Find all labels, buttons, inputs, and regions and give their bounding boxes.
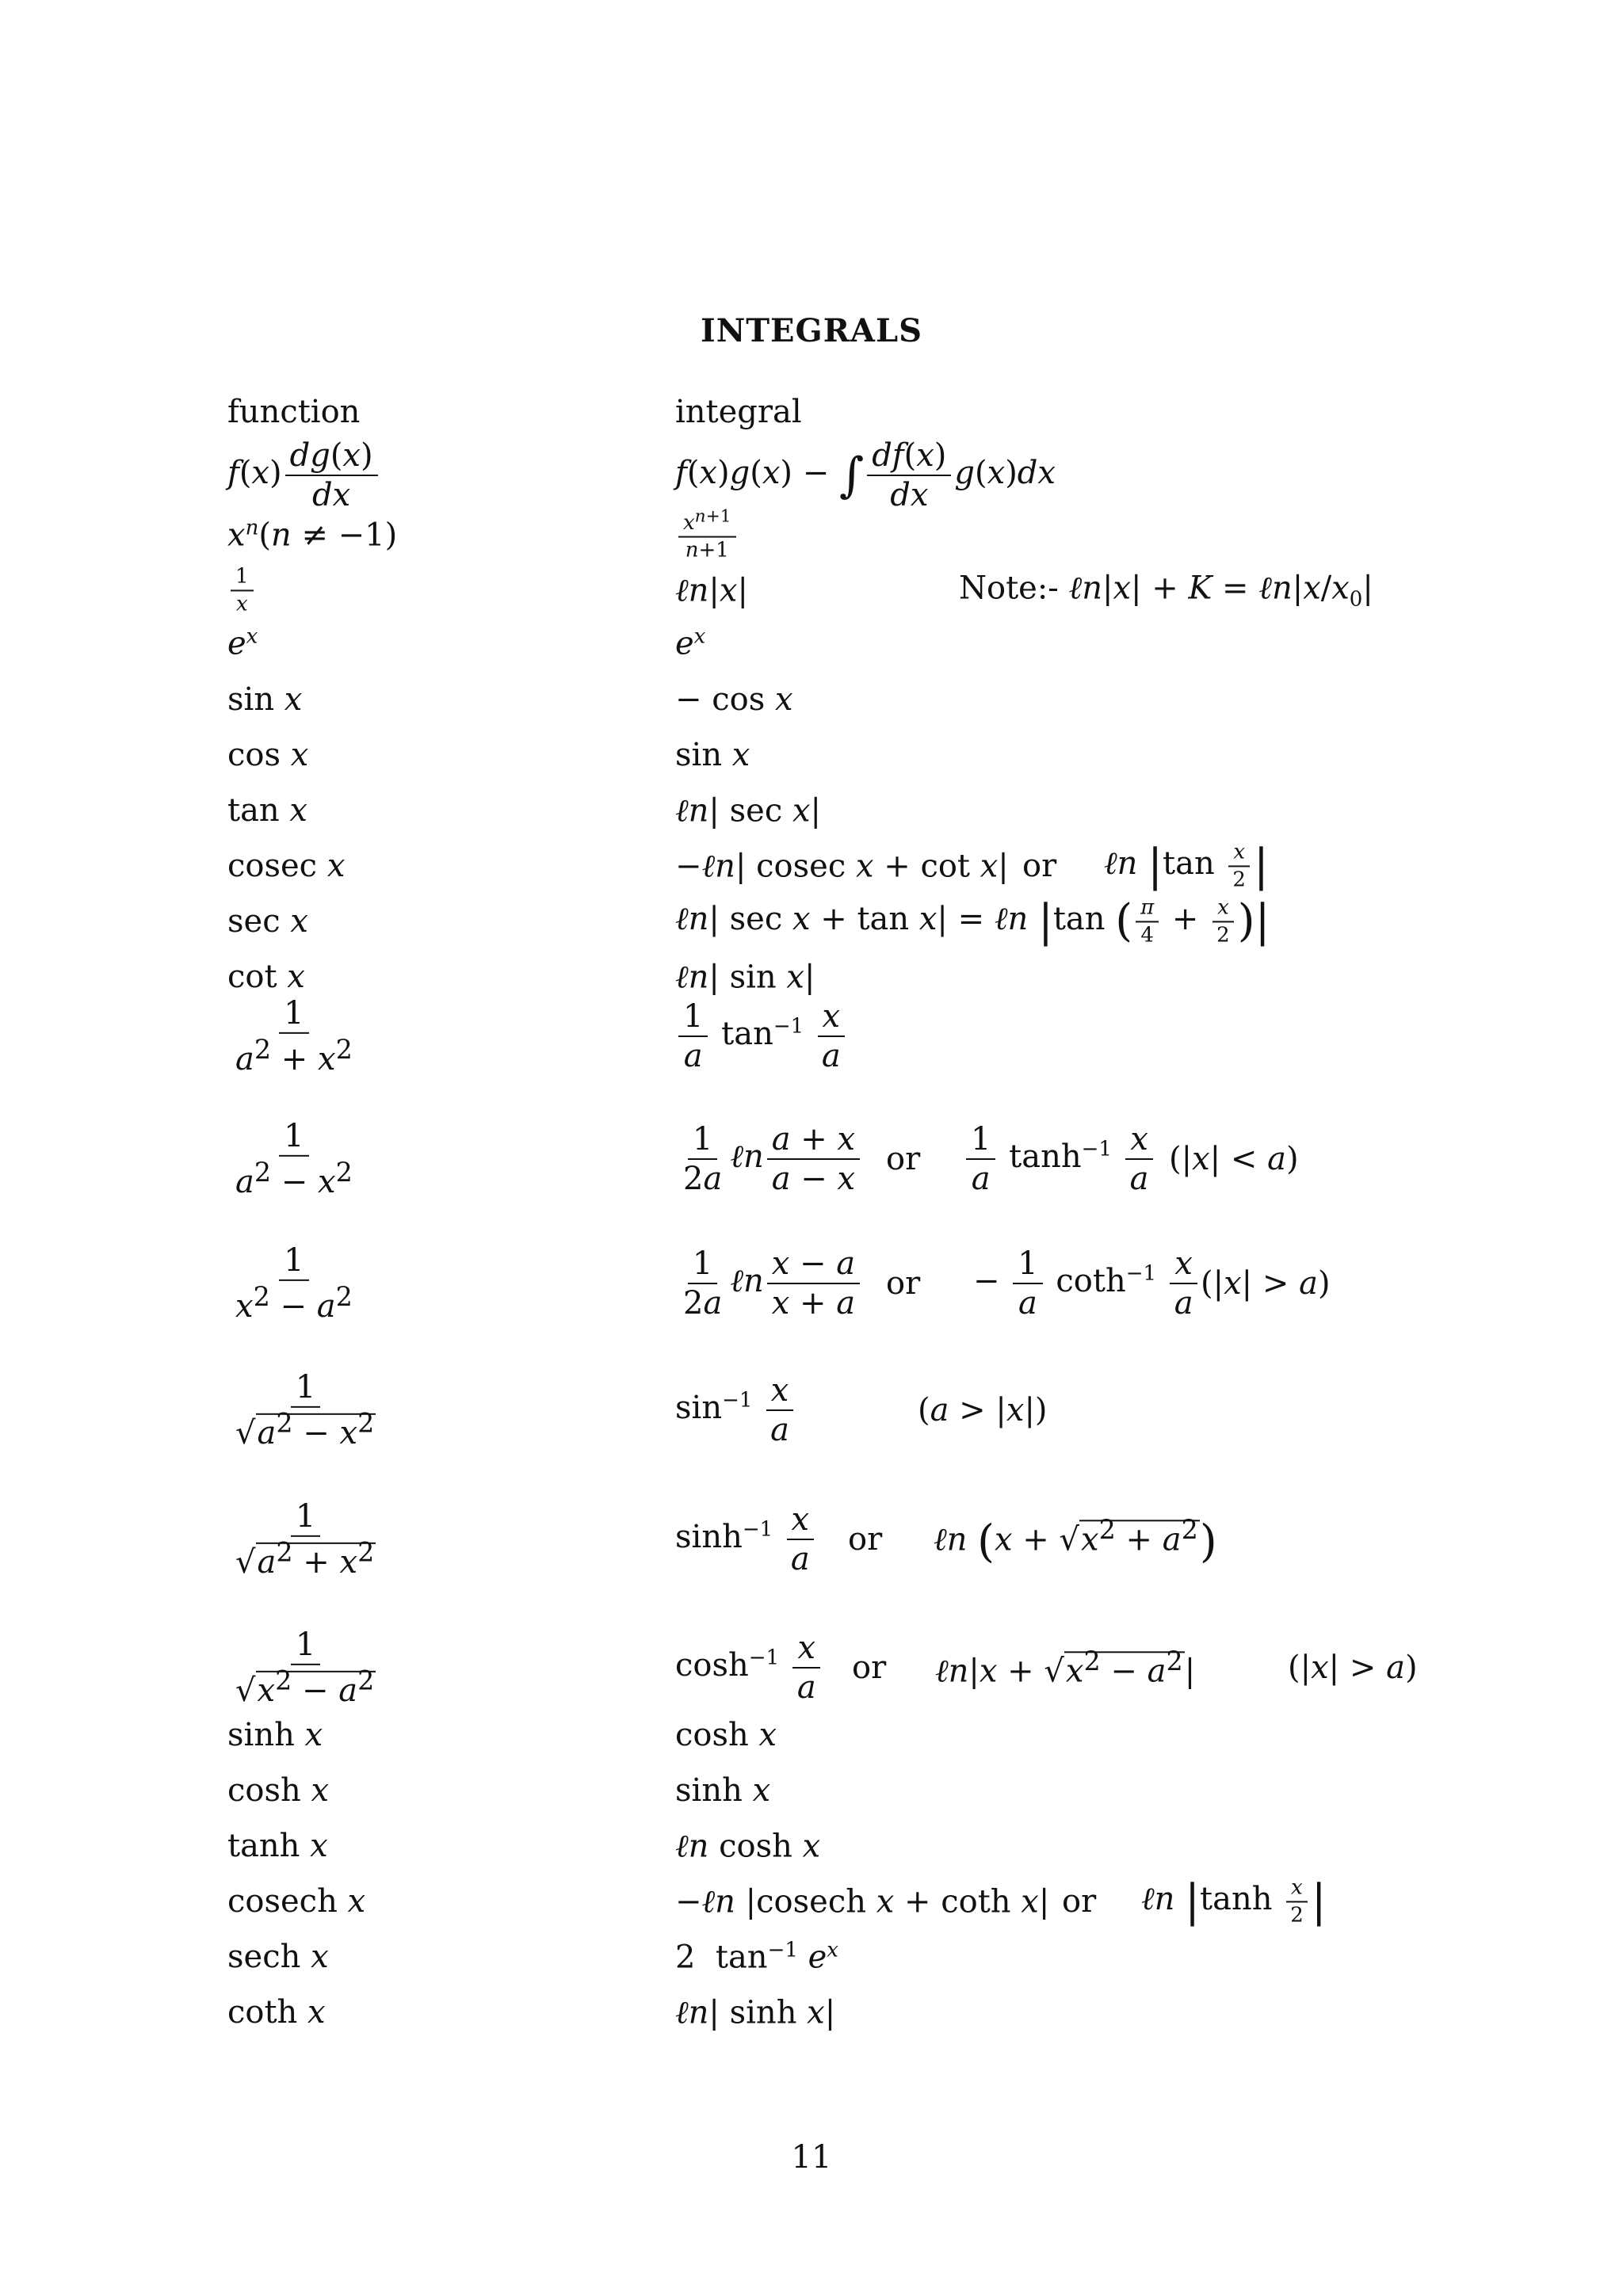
condition-text: (|x| > a) [1201,1265,1331,1302]
function-cell: $e^x$ [227,624,258,662]
integral-cell: ℓn| sec x + tan x| = ℓn |tan ( $\frac{\pi}{4}$ + $\frac{x}{2}$ )| [675,895,1270,947]
function-cell: $\frac{1}{a^2 - x^2}$ [235,1117,353,1201]
alternative-integral: ℓn |tanh $\frac{x}{2}$ | [1141,1875,1327,1927]
or-label: or [1062,1883,1097,1920]
table-row [0,1938,1623,1976]
condition-text: (a > |x|) [918,1392,1048,1428]
integral-cell: $\frac{x^{n+1}}{n+1}$ [675,508,739,563]
integral-cell: $\frac{1}{a}$ $\tan^{-1}$ $\frac{x}{a}$ [675,999,849,1074]
integral-cell: $\sin^{-1}$ $\frac{x}{a}$ [675,1373,797,1447]
function-cell: cosech x [227,1883,366,1920]
table-row [0,437,1623,513]
table-row [0,994,1623,1078]
or-label: or [1022,848,1057,884]
table-row [0,1772,1623,1809]
function-cell: $x^n(n \ne -1)$ [227,516,398,554]
integral-cell: ℓn| sinh x| [675,1994,836,2031]
function-cell: tanh x [227,1828,328,1864]
table-row [0,681,1623,718]
function-cell: sinh x [227,1717,323,1753]
table-row [0,1241,1623,1325]
table-row [0,1717,1623,1753]
integral-cell: ℓn|x| [675,572,748,609]
function-cell: cot x [227,959,305,995]
page-title: INTEGRALS [701,312,922,349]
table-row [0,737,1623,773]
function-cell: f(x) $\frac{dg(x)}{dx}$ [227,438,381,513]
table-row [0,792,1623,830]
alternative-integral: $\frac{1}{a}$ $\tanh^{-1}$ $\frac{x}{a}$ [963,1122,1157,1196]
function-cell: $\frac{1}{x^2 - a^2}$ [235,1241,353,1325]
table-row [0,624,1623,662]
note-text: Note:- ℓn|x| + $K = \ell n|x/x_0|$ [959,570,1373,612]
table-row [0,1117,1623,1201]
integral-cell: ℓn| sin x| [675,959,815,996]
table-row [0,1626,1623,1710]
integral-cell: f(x)g(x) − ∫ $\frac{df(x)}{dx}$ g(x)dx [675,437,1056,513]
table-row [0,564,1623,616]
page-number: 11 [791,2139,832,2176]
or-label: or [886,1265,921,1302]
or-label: or [886,1141,921,1177]
integral-cell: $\cosh^{-1}$ $\frac{x}{a}$ [675,1630,824,1705]
integral-cell: cosh x [675,1717,777,1753]
function-cell: $\frac{1}{√a^2 + x^2}$ [235,1497,375,1581]
function-cell: sin x [227,681,303,718]
function-cell: $\frac{1}{√x^2 - a^2}$ [235,1626,375,1710]
function-cell: cos x [227,737,309,773]
table-row [0,895,1623,947]
integral-cell: ℓn cosh x [675,1828,821,1865]
alternative-integral: − $\frac{1}{a}$ coth$^{-1}$ $\frac{x}{a}$ [973,1246,1201,1321]
integral-cell: − cos x [675,681,793,718]
function-cell: cosh x [227,1772,330,1809]
function-cell: $\frac{1}{a^2 + x^2}$ [235,994,353,1078]
or-label: or [848,1521,883,1558]
table-header [0,394,1623,430]
table-row [0,506,1623,563]
table-row [0,1875,1623,1927]
integral-cell: $\frac{1}{2a}$ ℓn $\frac{x - a}{x + a}$ [675,1246,863,1321]
function-cell: coth x [227,1994,326,2031]
or-label: or [852,1650,887,1686]
table-row [0,1497,1623,1581]
table-row [0,1994,1623,2031]
function-cell: $\frac{1}{√a^2 - x^2}$ [235,1368,375,1452]
integral-cell: $\frac{1}{2a}$ ℓn $\frac{a + x}{a - x}$ [675,1122,863,1196]
integral-cell: sinh x [675,1772,771,1809]
integral-cell: −ℓn |cosech x + coth x| [675,1883,1050,1920]
integral-cell: −ℓn| cosec x + cot x| [675,848,1009,885]
condition-text: (|x| > a) [1288,1650,1418,1686]
table-row [0,840,1623,891]
function-cell: sec x [227,903,308,940]
function-column-header: function [227,394,361,430]
function-cell: sech x [227,1939,329,1975]
function-cell: cosec x [227,848,346,884]
integral-cell: 2 $\tan^{-1} e^x$ [675,1938,838,1976]
function-cell: tan x [227,792,307,829]
function-cell: $\frac{1}{x}$ [227,565,257,615]
table-row [0,1368,1623,1452]
integral-cell: ℓn| sec x| [675,792,821,830]
integral-column-header: integral [675,394,802,430]
alternative-integral: ℓn |tan $\frac{x}{2}$ | [1104,840,1269,891]
condition-text: (|x| < a) [1169,1141,1299,1177]
table-row [0,959,1623,996]
integral-cell: sin x [675,737,750,773]
integral-cell: $e^x$ [675,624,706,662]
alternative-integral: ℓn $(x + √x^2 + a^2)$ [934,1514,1217,1568]
alternative-integral: ℓn|x + $√x^2 - a^2|$ [935,1646,1196,1690]
integral-cell: $\sinh^{-1}$ $\frac{x}{a}$ [675,1502,818,1577]
table-row [0,1828,1623,1865]
